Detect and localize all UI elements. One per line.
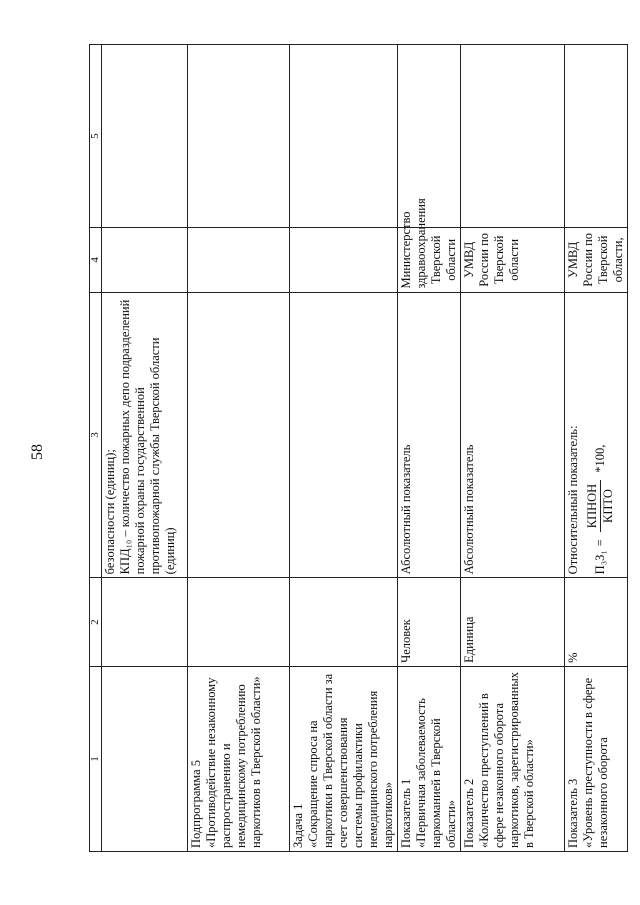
cell-unit: Единица [461, 578, 565, 667]
formula-numerator: КПНОН [585, 480, 601, 532]
cell-note [188, 45, 290, 228]
formula-rhs: *100, [593, 444, 607, 473]
table-row [398, 45, 461, 852]
column-number: 4 [90, 228, 102, 292]
cell-unit: Человек [398, 578, 461, 667]
cell-unit: % [565, 578, 628, 667]
table-row [188, 45, 290, 852]
method-label: Относительный показатель: [566, 425, 580, 575]
cell-name: Подпрограмма 5 «Противодействие незаконному распространению и немедицинскому потреблению наркотиков в Тверской области» [188, 666, 290, 851]
cell-source [102, 228, 188, 292]
cell-source: УМВД России по Тверской области [461, 228, 565, 292]
cell-name: Показатель 1 «Первичная заболеваемость наркоманией в Тверской области» [398, 666, 461, 851]
cell-unit [290, 578, 398, 667]
formula-equals: = [593, 539, 607, 547]
cell-name: Задача 1 «Сокращение спроса на наркотики в Тверской области за счет совершенствования системы профилактики немедицинского потребления наркотиков» [290, 666, 398, 851]
table-row [565, 45, 628, 852]
cell-unit [102, 578, 188, 667]
cell-name: Показатель 2 «Количество преступлений в сфере незаконного оборота наркотиков, зарегистрированных в Тверской области» [461, 666, 565, 851]
table-row [461, 45, 565, 852]
cell-method [290, 292, 398, 578]
cell-unit [188, 578, 290, 667]
cell-method [188, 292, 290, 578]
formula-fraction [585, 480, 616, 532]
table-row [290, 45, 398, 852]
cell-note [290, 45, 398, 228]
cell-note [398, 45, 461, 228]
cell-method [565, 292, 628, 578]
cell-note [565, 45, 628, 228]
rotated-table-container [89, 44, 625, 852]
cell-source [188, 228, 290, 292]
column-number: 2 [90, 578, 102, 667]
cell-source: УМВД России по Тверской области, [565, 228, 628, 292]
cell-note [102, 45, 188, 228]
cell-source: Министерство здравоохранения Тверской области [398, 228, 461, 292]
cell-method: безопасности (единиц); КПД₁₀ – количество пожарных депо подразделений пожарной охраны государственной противопожарной службы Тверской области (единиц) [102, 292, 188, 578]
cell-name [102, 666, 188, 851]
cell-source [290, 228, 398, 292]
cell-name: Показатель 3 «Уровень преступности в сфере незаконного оборота [565, 666, 628, 851]
column-number: 3 [90, 292, 102, 578]
cell-method: Абсолютный показатель [398, 292, 461, 578]
formula-lhs: П₃З₁ [593, 550, 607, 575]
formula [585, 296, 616, 575]
indicator-table [89, 44, 628, 852]
cell-method: Абсолютный показатель [461, 292, 565, 578]
table-row [102, 45, 188, 852]
formula-denominator: КПТО [601, 489, 615, 523]
column-number: 5 [90, 45, 102, 228]
cell-note [461, 45, 565, 228]
column-number-row [90, 45, 102, 852]
column-number: 1 [90, 666, 102, 851]
page-number: 58 [29, 444, 46, 460]
